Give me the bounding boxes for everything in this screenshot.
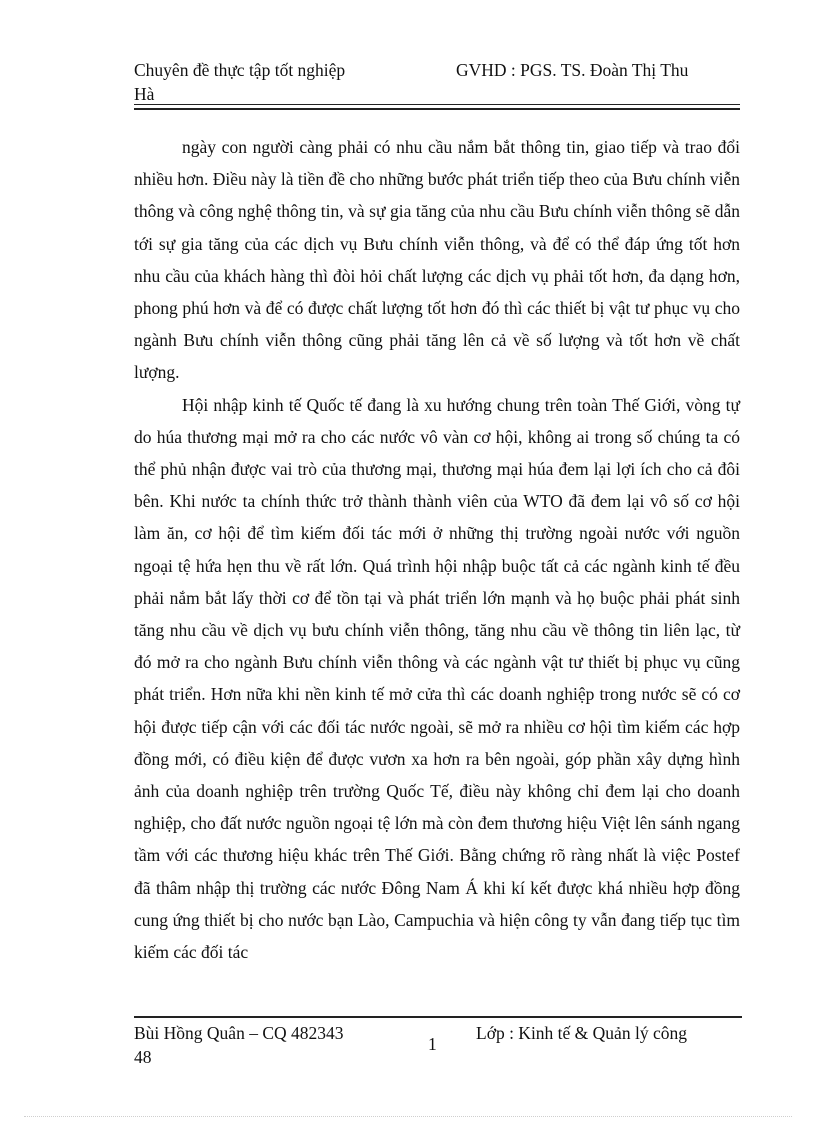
header-rule-thick bbox=[134, 108, 740, 110]
footer-author-continuation: 48 bbox=[134, 1047, 152, 1067]
paragraph-2: Hội nhập kinh tế Quốc tế đang là xu hướng chung trên toàn Thế Giới, vòng tự do húa thương mại mở ra cho các nước vô vàn cơ hội, không ai trong số chúng ta có thể phủ nhận được vai trò của thương mại, thương mại húa đem lại lợi ích cho cả đôi bên. Khi nước ta chính thức trở thành thành viên của WTO đã đem lại vô số cơ hội làm ăn, cơ hội để tìm kiếm đối tác mới ở những thị trường ngoài nước với nguồn ngoại tệ hứa hẹn thu về rất lớn. Quá trình hội nhập buộc tất cả các ngành kinh tế đều phải nắm bắt lấy thời cơ để tồn tại và phát triển lớn mạnh và họ buộc phải phát sinh tăng nhu cầu về dịch vụ bưu chính viễn thông, tăng nhu cầu về thông tin liên lạc, từ đó mở ra cho ngành Bưu chính viễn thông và các ngành vật tư thiết bị phục vụ cũng phát triển. Hơn nữa khi nền kinh tế mở cửa thì các doanh nghiệp trong nước sẽ có cơ hội được tiếp cận với các đối tác nước ngoài, sẽ mở ra nhiều cơ hội tìm kiếm các hợp đồng mới, có điều kiện để được vươn xa hơn ra bên ngoài, góp phần xây dựng hình ảnh của doanh nghiệp trên trường Quốc Tế, điều này không chỉ đem lại cho doanh nghiệp, cho đất nước nguồn ngoại tệ lớn mà còn đem thương hiệu Việt lên sánh ngang tầm với các thương hiệu khác trên Thế Giới. Bằng chứng rõ ràng nhất là việc Postef đã thâm nhập thị trường các nước Đông Nam Á khi kí kết được khá nhiều hợp đồng cung ứng thiết bị cho nước bạn Lào, Campuchia và hiện công ty vẫn đang tiếp tục tìm kiếm các đối tác bbox=[134, 394, 740, 963]
header-rule-thin bbox=[134, 104, 740, 105]
footer-rule bbox=[134, 1016, 742, 1018]
footer-author: Bùi Hồng Quân – CQ 482343 bbox=[134, 1023, 344, 1043]
body-text bbox=[134, 131, 740, 968]
footer-class: Lớp : Kinh tế & Quản lý công bbox=[476, 1023, 687, 1043]
header-supervisor: GVHD : PGS. TS. Đoàn Thị Thu bbox=[456, 60, 689, 80]
header-supervisor-continuation: Hà bbox=[134, 84, 155, 104]
header-thesis-title: Chuyên đề thực tập tốt nghiệp bbox=[134, 60, 346, 80]
page-number: 1 bbox=[428, 1034, 437, 1054]
page-edge-dotted-line bbox=[24, 1116, 792, 1117]
paragraph-1: ngày con người càng phải có nhu cầu nắm bắt thông tin, giao tiếp và trao đổi nhiều hơn. Điều này là tiền đề cho những bước phát triển tiếp theo của Bưu chính viễn thông và công nghệ thông tin, và sự gia tăng của nhu cầu Bưu chính viễn thông sẽ dẫn tới sự gia tăng của các dịch vụ Bưu chính viễn thông, và để có thể đáp ứng tốt hơn nhu cầu của khách hàng thì đòi hỏi chất lượng các dịch vụ phải tốt hơn, đa dạng hơn, phong phú hơn và để có được chất lượng tốt hơn đó thì các thiết bị vật tư phục vụ cho ngành Bưu chính viễn thông cũng phải tăng lên cả về số lượng và tốt hơn về chất lượng. bbox=[134, 137, 740, 383]
